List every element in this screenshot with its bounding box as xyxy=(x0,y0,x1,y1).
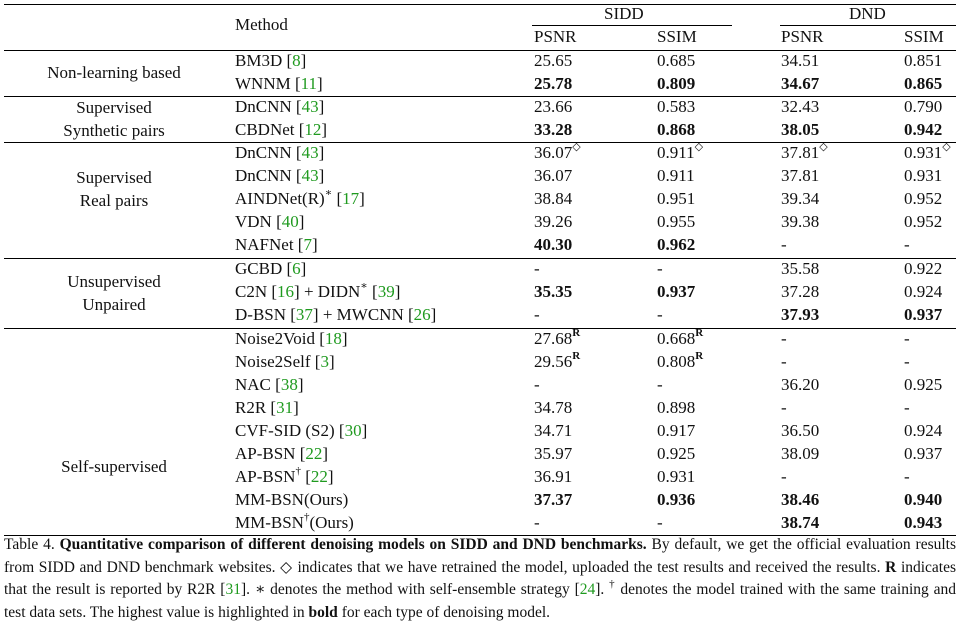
dnd-ssim-cell: 0.924 xyxy=(904,421,943,440)
sidd-psnr-cell: 40.30 xyxy=(534,235,573,254)
sidd-ssim-cell: 0.925 xyxy=(657,444,696,463)
dnd-ssim-cell: 0.940 xyxy=(904,490,943,509)
sidd-ssim-cell: 0.809 xyxy=(657,74,696,93)
sidd-psnr-cell: 34.78 xyxy=(534,398,573,417)
dnd-psnr-cell: 38.74 xyxy=(781,513,820,532)
dnd-ssim-cell: - xyxy=(904,352,910,371)
group-line1: Supervised xyxy=(76,98,152,117)
sidd-ssim-cell: 0.685 xyxy=(657,51,696,70)
method-cell: BM3D [8] xyxy=(235,51,307,70)
method-cell: R2R [31] xyxy=(235,398,299,417)
group-label xyxy=(4,455,224,478)
sidd-ssim-cell: 0.917 xyxy=(657,421,696,440)
dnd-psnr-cell: 37.93 xyxy=(781,305,820,324)
sidd-ssim-cell: - xyxy=(657,305,663,324)
header-method: Method xyxy=(235,15,288,34)
dnd-psnr-cell: 36.50 xyxy=(781,421,820,440)
sidd-psnr-cell: 25.65 xyxy=(534,51,573,70)
method-cell: MM-BSN†(Ours) xyxy=(235,511,354,532)
dnd-psnr-cell: 32.43 xyxy=(781,97,820,116)
dnd-psnr-cell: - xyxy=(781,235,787,254)
dnd-ssim-cell: 0.922 xyxy=(904,259,943,278)
header-sidd-ssim: SSIM xyxy=(657,27,697,46)
method-cell: GCBD [6] xyxy=(235,259,307,278)
method-cell: Noise2Self [3] xyxy=(235,352,335,371)
method-cell: WNNM [11] xyxy=(235,74,323,93)
method-cell: AINDNet(R)∗ [17] xyxy=(235,187,365,208)
sidd-psnr-cell: 25.78 xyxy=(534,74,573,93)
group-label xyxy=(4,270,224,316)
dnd-psnr-cell: 36.20 xyxy=(781,375,820,394)
sidd-ssim-cell: 0.583 xyxy=(657,97,696,116)
group-line1: Self-supervised xyxy=(61,457,167,476)
dnd-ssim-cell: 0.952 xyxy=(904,189,943,208)
sidd-ssim-cell: 0.868 xyxy=(657,120,696,139)
method-cell: CBDNet [12] xyxy=(235,120,328,139)
dnd-psnr-cell: 38.05 xyxy=(781,120,820,139)
sidd-ssim-cell: - xyxy=(657,259,663,278)
method-cell: VDN [40] xyxy=(235,212,305,231)
sidd-ssim-cell: 0.936 xyxy=(657,490,696,509)
sidd-psnr-cell: 35.97 xyxy=(534,444,573,463)
sidd-psnr-cell: $29.56^R$ xyxy=(534,350,581,371)
sidd-psnr-cell: 37.37 xyxy=(534,490,573,509)
dnd-psnr-cell: - xyxy=(781,352,787,371)
group-label xyxy=(4,166,224,212)
dnd-psnr-cell: 37.81 xyxy=(781,166,820,185)
dnd-ssim-cell: - xyxy=(904,235,910,254)
sidd-psnr-cell: 35.35 xyxy=(534,282,573,301)
dnd-ssim-cell: 0.931 xyxy=(904,166,943,185)
caption-sentence-3: indicates that the result is reported by R2R [31]. ∗ denotes the method with self-ensemble strategy [24]. † denotes the model trained with the same training and test data sets. The highest value is highlighted in xyxy=(4,558,957,621)
sidd-ssim-cell: - xyxy=(657,375,663,394)
dnd-ssim-cell: - xyxy=(904,329,910,348)
dnd-psnr-cell: - xyxy=(781,398,787,417)
dnd-psnr-cell: 38.46 xyxy=(781,490,820,509)
dnd-ssim-cell: - xyxy=(904,467,910,486)
dnd-psnr-cell: - xyxy=(781,329,787,348)
caption-r-marker: R xyxy=(885,558,897,576)
group-line2: Synthetic pairs xyxy=(63,121,165,140)
sidd-ssim-cell: 0.911◇ xyxy=(657,141,704,162)
group-line1: Supervised xyxy=(76,168,152,187)
sidd-psnr-cell: - xyxy=(534,259,540,278)
method-cell: C2N [16] + DIDN∗ [39] xyxy=(235,280,401,301)
caption-sentence-2: ◇ indicates that we have retrained the model, uploaded the test results and received the results. xyxy=(280,558,881,576)
sidd-psnr-cell: 36.91 xyxy=(534,467,573,486)
sidd-ssim-cell: 0.955 xyxy=(657,212,696,231)
method-cell: D-BSN [37] + MWCNN [26] xyxy=(235,305,437,324)
method-cell: CVF-SID (S2) [30] xyxy=(235,421,368,440)
sidd-psnr-cell: 33.28 xyxy=(534,120,573,139)
method-cell: AP-BSN† [22] xyxy=(235,465,334,486)
sidd-psnr-cell: 39.26 xyxy=(534,212,573,231)
caption-label: Table 4. xyxy=(4,536,55,553)
dnd-ssim-cell: 0.925 xyxy=(904,375,943,394)
sidd-psnr-cell: 23.66 xyxy=(534,97,573,116)
table-caption xyxy=(4,534,956,624)
sidd-ssim-cell: $0.808^R$ xyxy=(657,350,704,371)
sidd-ssim-cell: 0.911 xyxy=(657,166,695,185)
sidd-ssim-cell: 0.937 xyxy=(657,282,696,301)
method-cell: NAFNet [7] xyxy=(235,235,318,254)
header-sidd-psnr: PSNR xyxy=(534,27,577,46)
group-label xyxy=(4,96,224,142)
group-line1: Unsupervised xyxy=(67,272,161,291)
dnd-ssim-cell: - xyxy=(904,398,910,417)
sidd-psnr-cell: 36.07◇ xyxy=(534,141,581,162)
dnd-psnr-cell: - xyxy=(781,467,787,486)
dnd-ssim-cell: 0.942 xyxy=(904,120,943,139)
dnd-psnr-cell: 37.81◇ xyxy=(781,141,828,162)
method-cell: Noise2Void [18] xyxy=(235,329,348,348)
group-line2: Unpaired xyxy=(82,295,146,314)
method-cell: DnCNN [43] xyxy=(235,166,325,185)
dnd-ssim-cell: 0.924 xyxy=(904,282,943,301)
dnd-ssim-cell: 0.865 xyxy=(904,74,943,93)
sidd-psnr-cell: $27.68^R$ xyxy=(534,327,581,348)
sidd-psnr-cell: 34.71 xyxy=(534,421,573,440)
sidd-psnr-cell: 36.07 xyxy=(534,166,573,185)
method-cell: AP-BSN [22] xyxy=(235,444,329,463)
method-cell: DnCNN [43] xyxy=(235,97,325,116)
header-dnd-ssim: SSIM xyxy=(904,27,944,46)
dnd-ssim-cell: 0.790 xyxy=(904,97,943,116)
table-top-rule xyxy=(4,4,956,5)
dnd-ssim-cell: 0.937 xyxy=(904,305,943,324)
sidd-ssim-cell: 0.962 xyxy=(657,235,696,254)
sidd-ssim-cell: - xyxy=(657,513,663,532)
caption-bold-word: bold xyxy=(308,603,338,621)
header-dnd-psnr: PSNR xyxy=(781,27,824,46)
sidd-ssim-cell: 0.931 xyxy=(657,467,696,486)
sidd-ssim-cell: $0.668^R$ xyxy=(657,327,704,348)
sidd-psnr-cell: - xyxy=(534,305,540,324)
dnd-psnr-cell: 39.38 xyxy=(781,212,820,231)
dnd-ssim-cell: 0.952 xyxy=(904,212,943,231)
group-line2: Real pairs xyxy=(79,191,149,210)
dnd-ssim-cell: 0.937 xyxy=(904,444,943,463)
dnd-psnr-cell: 37.28 xyxy=(781,282,820,301)
group-line1: Non-learning based xyxy=(47,63,181,82)
method-cell: MM-BSN(Ours) xyxy=(235,490,349,509)
sidd-psnr-cell: 38.84 xyxy=(534,189,573,208)
sidd-psnr-cell: - xyxy=(534,375,540,394)
method-cell: DnCNN [43] xyxy=(235,143,325,162)
dnd-psnr-cell: 35.58 xyxy=(781,259,820,278)
group-rule-4 xyxy=(4,328,956,329)
dnd-psnr-cell: 38.09 xyxy=(781,444,820,463)
caption-sentence-1: By default, we get the official evaluation results from SIDD and DND benchmark websites. xyxy=(4,536,957,576)
dnd-ssim-cell: 0.931◇ xyxy=(904,141,951,162)
dnd-psnr-cell: 34.51 xyxy=(781,51,820,70)
sidd-ssim-cell: 0.951 xyxy=(657,189,696,208)
dnd-ssim-cell: 0.851 xyxy=(904,51,943,70)
caption-title: Quantitative comparison of different denoising models on SIDD and DND benchmarks. xyxy=(59,536,647,553)
method-cell: NAC [38] xyxy=(235,375,304,394)
caption-sentence-4: for each type of denoising model. xyxy=(341,603,551,621)
sidd-ssim-cell: 0.898 xyxy=(657,398,696,417)
header-dnd: DND xyxy=(849,4,886,23)
dnd-psnr-cell: 39.34 xyxy=(781,189,820,208)
sidd-psnr-cell: - xyxy=(534,513,540,532)
dnd-ssim-cell: 0.943 xyxy=(904,513,943,532)
header-sidd: SIDD xyxy=(604,4,644,23)
group-label xyxy=(4,61,224,84)
dnd-psnr-cell: 34.67 xyxy=(781,74,820,93)
